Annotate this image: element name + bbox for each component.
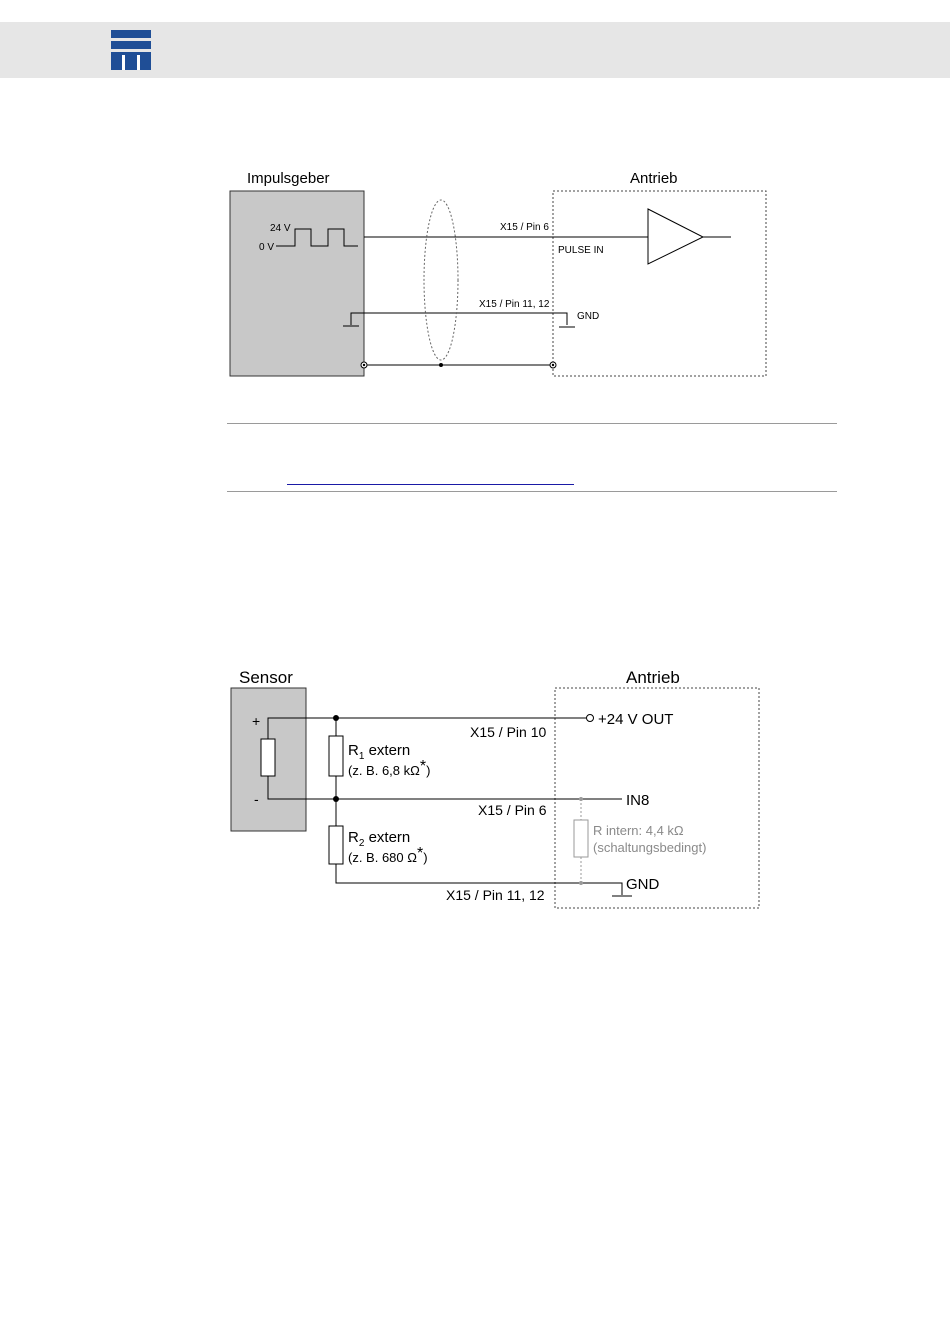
r-intern-note-label: (schaltungsbedingt) [593, 840, 707, 855]
signal-high-label: 24 V [270, 223, 291, 234]
pin-gnd-label: X15 / Pin 11, 12 [446, 887, 545, 903]
pin-signal-label: X15 / Pin 6 [500, 222, 549, 233]
gnd-label: GND [577, 311, 600, 322]
r1-label: $R_1$ extern [348, 742, 411, 762]
gnd-label: GND [626, 876, 660, 893]
pin10-label: X15 / Pin 10 [470, 724, 547, 740]
sensor-resistor-icon [261, 739, 275, 776]
pin-gnd-label: X15 / Pin 11, 12 [479, 299, 550, 310]
r-intern-resistor-icon [574, 820, 588, 857]
pin6-label: X15 / Pin 6 [478, 802, 547, 818]
r1-value-label: (z. B. 6,8 kΩ*) [348, 758, 431, 778]
r-intern-label: R intern: 4,4 kΩ [593, 823, 684, 838]
target-label: Antrieb [626, 668, 680, 687]
source-label: Impulsgeber [247, 170, 330, 187]
target-label: Antrieb [630, 170, 678, 187]
r2-value-label: (z. B. 680 Ω*) [348, 845, 428, 865]
output-terminal-icon [587, 715, 594, 722]
r1-resistor-icon [329, 736, 343, 776]
r2-label: $R_2$ extern [348, 829, 411, 849]
sensor-label: Sensor [239, 668, 293, 687]
out-24v-label: +24 V OUT [598, 711, 674, 728]
minus-label: - [254, 791, 259, 807]
r2-resistor-icon [329, 826, 343, 864]
plus-label: + [252, 713, 261, 729]
pulse-in-label: PULSE IN [558, 245, 604, 256]
in8-label: IN8 [626, 792, 650, 809]
signal-low-label: 0 V [259, 242, 275, 253]
